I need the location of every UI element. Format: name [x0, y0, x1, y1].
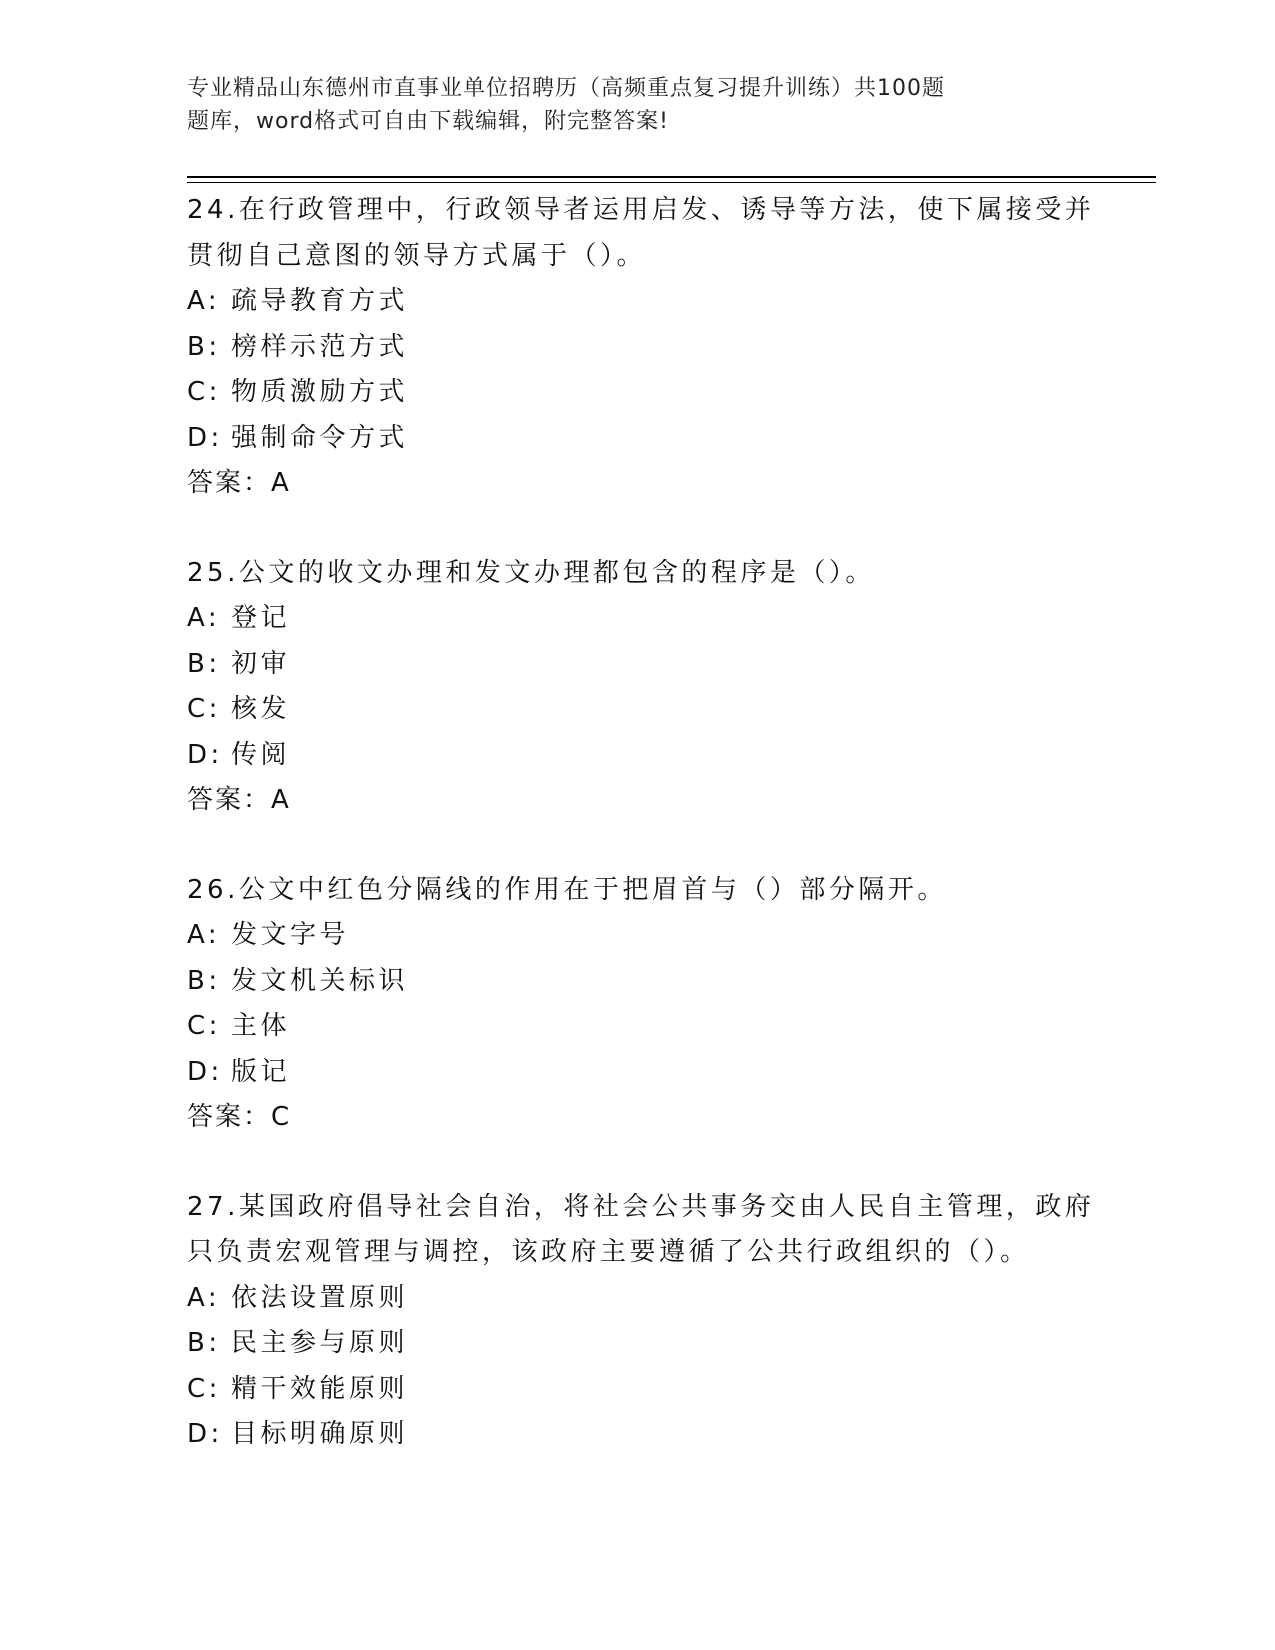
- option-letter: A:: [187, 920, 221, 950]
- option-letter: B:: [187, 331, 221, 362]
- option-letter: C:: [187, 694, 221, 724]
- option-letter: D:: [187, 739, 223, 770]
- answer: [187, 1095, 1107, 1141]
- option-b: [187, 325, 1107, 371]
- question-list: [187, 188, 1107, 1502]
- option-c: [187, 1004, 1107, 1050]
- option-letter: C:: [187, 377, 221, 407]
- option-text: 发文机关标识: [231, 965, 409, 996]
- header-line-2: 题库，word格式可自由下载编辑，附完整答案!: [187, 109, 669, 134]
- option-a: [187, 913, 1107, 959]
- option-a: [187, 279, 1107, 325]
- option-text: 强制命令方式: [231, 422, 409, 453]
- question-27: [187, 1185, 1107, 1458]
- question-26: [187, 868, 1107, 1141]
- answer-value: C: [271, 1102, 292, 1132]
- option-letter: B:: [187, 965, 221, 996]
- option-letter: C:: [187, 1011, 221, 1041]
- option-text: 目标明确原则: [231, 1419, 409, 1449]
- answer-label: 答案：: [187, 1102, 272, 1132]
- answer-label: 答案：: [187, 785, 272, 815]
- option-text: 登记: [231, 603, 291, 633]
- answer: [187, 778, 1107, 824]
- option-a: [187, 1276, 1107, 1322]
- option-text: 传阅: [231, 739, 291, 770]
- option-text: 发文字号: [231, 920, 350, 950]
- question-text: 24.在行政管理中，行政领导者运用启发、诱导等方法，使下属接受并贯彻自己意图的领导方式属于（）。: [187, 195, 1095, 271]
- option-d: [187, 733, 1107, 779]
- option-letter: A:: [187, 603, 221, 633]
- option-letter: D:: [187, 1419, 223, 1449]
- option-d: [187, 1050, 1107, 1096]
- option-letter: C:: [187, 1373, 221, 1404]
- option-c: [187, 370, 1107, 416]
- option-letter: D:: [187, 422, 223, 453]
- option-d: [187, 1412, 1107, 1458]
- option-c: [187, 1367, 1107, 1413]
- option-text: 依法设置原则: [231, 1282, 409, 1313]
- question-text: 25.公文的收文办理和发文办理都包含的程序是（）。: [187, 557, 875, 588]
- option-d: [187, 416, 1107, 462]
- answer-value: A: [271, 468, 291, 498]
- header-rule-thick: [187, 176, 1156, 178]
- option-a: [187, 596, 1107, 642]
- header-rule-thin: [187, 182, 1156, 183]
- option-letter: B:: [187, 648, 221, 679]
- option-text: 疏导教育方式: [231, 286, 409, 316]
- option-text: 核发: [231, 694, 291, 724]
- option-text: 初审: [231, 648, 291, 679]
- option-b: [187, 959, 1107, 1005]
- answer-label: 答案：: [187, 468, 272, 498]
- header-line-1: 专业精品山东德州市直事业单位招聘历（高频重点复习提升训练）共100题: [187, 76, 945, 101]
- question-25: [187, 551, 1107, 824]
- document-header: [187, 72, 1027, 138]
- answer-value: A: [271, 785, 291, 815]
- question-24: [187, 188, 1107, 507]
- option-letter: A:: [187, 286, 221, 316]
- option-letter: D:: [187, 1056, 223, 1087]
- answer: [187, 461, 1107, 507]
- question-text: 26.公文中红色分隔线的作用在于把眉首与（）部分隔开。: [187, 874, 947, 905]
- option-text: 精干效能原则: [231, 1373, 409, 1404]
- question-text: 27.某国政府倡导社会自治，将社会公共事务交由人民自主管理，政府只负责宏观管理与调控，该政府主要遵循了公共行政组织的（）。: [187, 1191, 1095, 1267]
- option-text: 主体: [231, 1011, 291, 1041]
- option-text: 版记: [231, 1056, 291, 1087]
- option-text: 民主参与原则: [231, 1328, 409, 1358]
- option-letter: A:: [187, 1282, 221, 1313]
- option-b: [187, 1321, 1107, 1367]
- option-c: [187, 687, 1107, 733]
- option-letter: B:: [187, 1328, 221, 1358]
- option-text: 榜样示范方式: [231, 331, 409, 362]
- option-text: 物质激励方式: [231, 377, 409, 407]
- option-b: [187, 642, 1107, 688]
